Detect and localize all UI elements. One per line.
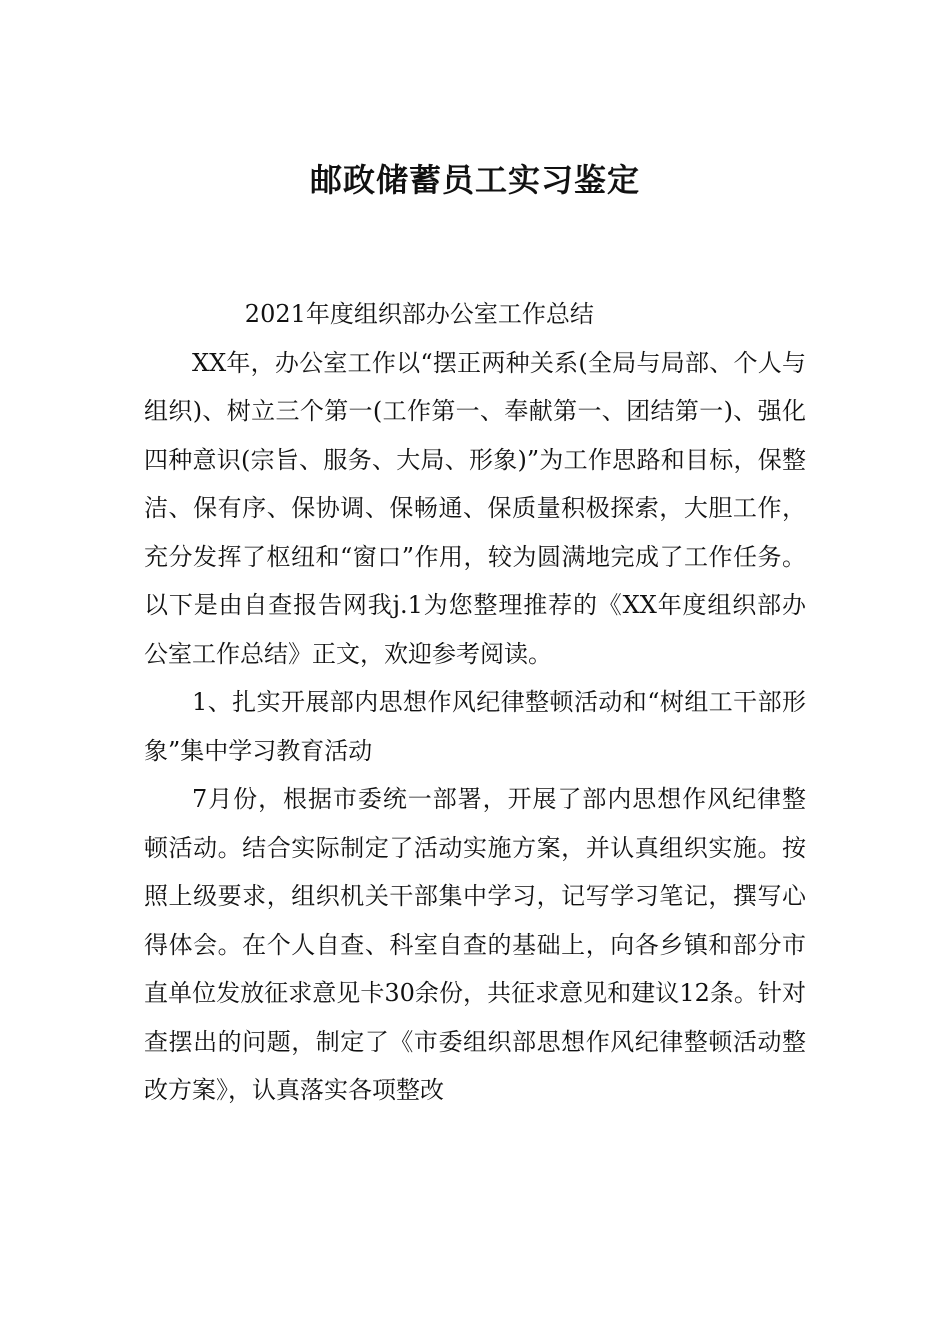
paragraph-intro: XX年，办公室工作以“摆正两种关系(全局与局部、个人与组织)、树立三个第一(工作第一、奉献第一、团结第一)、强化四种意识(宗旨、服务、大局、形象)”为工作思路和目标，保整洁、保有序、保协调、保畅通、保质量积极探索，大胆工作，充分发挥了枢纽和“窗口”作用，较为圆满地完成了工作任务。以下是由自查报告网我j.1为您整理推荐的《XX年度组织部办公室工作总结》正文，欢迎参考阅读。 — [144, 348, 806, 668]
paragraph-item-1-body: 7月份，根据市委统一部署，开展了部内思想作风纪律整顿活动。结合实际制定了活动实施方案，并认真组织实施。按照上级要求，组织机关干部集中学习，记写学习笔记，撰写心得体会。在个人自查、科室自查的基础上，向各乡镇和部分市直单位发放征求意见卡30余份，共征求意见和建议12条。针对查摆出的问题，制定了《市委组织部思想作风纪律整顿活动整改方案》，认真落实各项整改 — [144, 785, 806, 1104]
paragraph-item-1-heading: 1、扎实开展部内思想作风纪律整顿活动和“树组工干部形象”集中学习教育活动 — [144, 688, 806, 765]
document-body — [144, 290, 806, 1115]
document-title: 邮政储蓄员工实习鉴定 — [309, 161, 640, 199]
section-heading: 2021年度组织部办公室工作总结 — [244, 300, 594, 328]
